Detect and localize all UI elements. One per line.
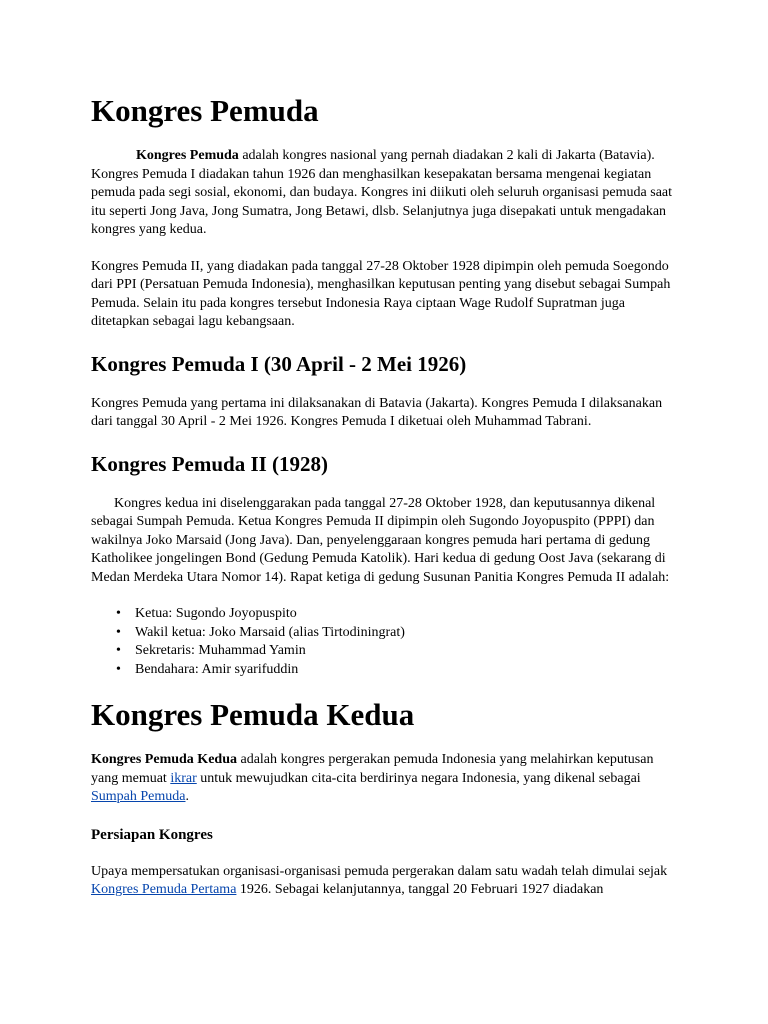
persiapan-text-1: Upaya mempersatukan organisasi-organisasi pemuda pergerakan dalam satu wadah telah dimulai sejak — [91, 863, 668, 879]
subheading-persiapan: Persiapan Kongres — [91, 826, 213, 843]
page-title: Kongres Pemuda — [91, 93, 319, 128]
bullet-icon: • — [116, 661, 121, 677]
list-item-text: Wakil ketua: Joko Marsaid (alias Tirtodiningrat) — [135, 624, 405, 640]
list-item — [116, 661, 678, 680]
intro-bold-term: Kongres Pemuda — [136, 148, 239, 163]
link-kongres-pemuda-pertama[interactable]: Kongres Pemuda Pertama — [91, 882, 237, 897]
link-ikrar[interactable]: ikrar — [170, 770, 197, 786]
intro-paragraph-1 — [91, 147, 678, 240]
bullet-icon: • — [116, 624, 121, 640]
intro-text-1: adalah kongres nasional yang pernah diadakan 2 kali di Jakarta (Batavia). Kongres Pemuda I diadakan tahun 1926 dan menghasilkan kesepakatan bersama mengenai kegiatan pemuda pada segi sosial, ekonomi, dan budaya. Kongres ini diikuti oleh seluruh organisasi pemuda saat itu seperti Jong Java, Jong Sumatra, Jong Betawi, dlsb. Selanjutnya juga disepakati untuk mengadakan kongres yang kedua. — [91, 148, 673, 237]
list-item — [116, 624, 678, 643]
link-sumpah-pemuda[interactable]: Sumpah Pemuda — [91, 789, 186, 804]
section-heading-kongres-2: Kongres Pemuda II (1928) — [91, 451, 329, 476]
bullet-icon: • — [116, 643, 121, 658]
list-item — [116, 605, 678, 624]
kedua-bold-term: Kongres Pemuda Kedua — [91, 752, 237, 767]
kedua-paragraph — [91, 751, 678, 807]
section-heading-kongres-1: Kongres Pemuda I (30 April - 2 Mei 1926) — [91, 351, 467, 376]
list-item-text: Ketua: Sugondo Joyopuspito — [135, 606, 297, 621]
committee-list — [91, 605, 678, 679]
section-title-kedua: Kongres Pemuda Kedua — [91, 697, 415, 732]
section-1-paragraph: Kongres Pemuda yang pertama ini dilaksanakan di Batavia (Jakarta). Kongres Pemuda I dilaksanakan dari tanggal 30 April - 2 Mei 1926. Kongres Pemuda I diketuai oleh Muhammad Tabrani. — [91, 395, 663, 429]
persiapan-text-2: 1926. Sebagai kelanjutannya, tanggal 20 Februari 1927 diadakan — [236, 882, 604, 897]
persiapan-paragraph — [91, 863, 678, 900]
kedua-text-3: . — [185, 789, 189, 804]
kedua-text-2: untuk mewujudkan cita-cita berdirinya negara Indonesia, yang dikenal sebagai — [196, 770, 641, 786]
kedua-text-1: adalah kongres pergerakan pemuda Indonesia yang melahirkan keputusan yang memuat — [91, 752, 654, 786]
list-item — [116, 642, 678, 661]
section-2-paragraph: Kongres kedua ini diselenggarakan pada tanggal 27-28 Oktober 1928, dan keputusannya dikenal sebagai Sumpah Pemuda. Ketua Kongres Pemuda II dipimpin oleh Sugondo Joyopuspito (PPPI) dan wakilnya Joko Marsaid (Jong Java). Dan, penyelenggaraan kongres pemuda hari pertama di gedung Katholikee jongelingen Bond (Gedung Pemuda Katolik). Hari kedua di gedung Oost Java (sekarang di Medan Merdeka Utara Nomor 14). Rapat ketiga di gedung Susunan Panitia Kongres Pemuda II adalah: — [91, 495, 670, 585]
list-item-text: Bendahara: Amir syarifuddin — [135, 661, 299, 677]
list-item-text: Sekretaris: Muhammad Yamin — [135, 643, 306, 658]
intro-paragraph-2: Kongres Pemuda II, yang diadakan pada tanggal 27-28 Oktober 1928 dipimpin oleh pemuda Soegondo dari PPI (Persatuan Pemuda Indonesia), menghasilkan keputusan penting yang disebut sebagai Sumpah Pemuda. Selain itu pada kongres tersebut Indonesia Raya ciptaan Wage Rudolf Supratman juga ditetapkan sebagai lagu kebangsaan. — [91, 258, 671, 329]
bullet-icon: • — [116, 606, 121, 621]
